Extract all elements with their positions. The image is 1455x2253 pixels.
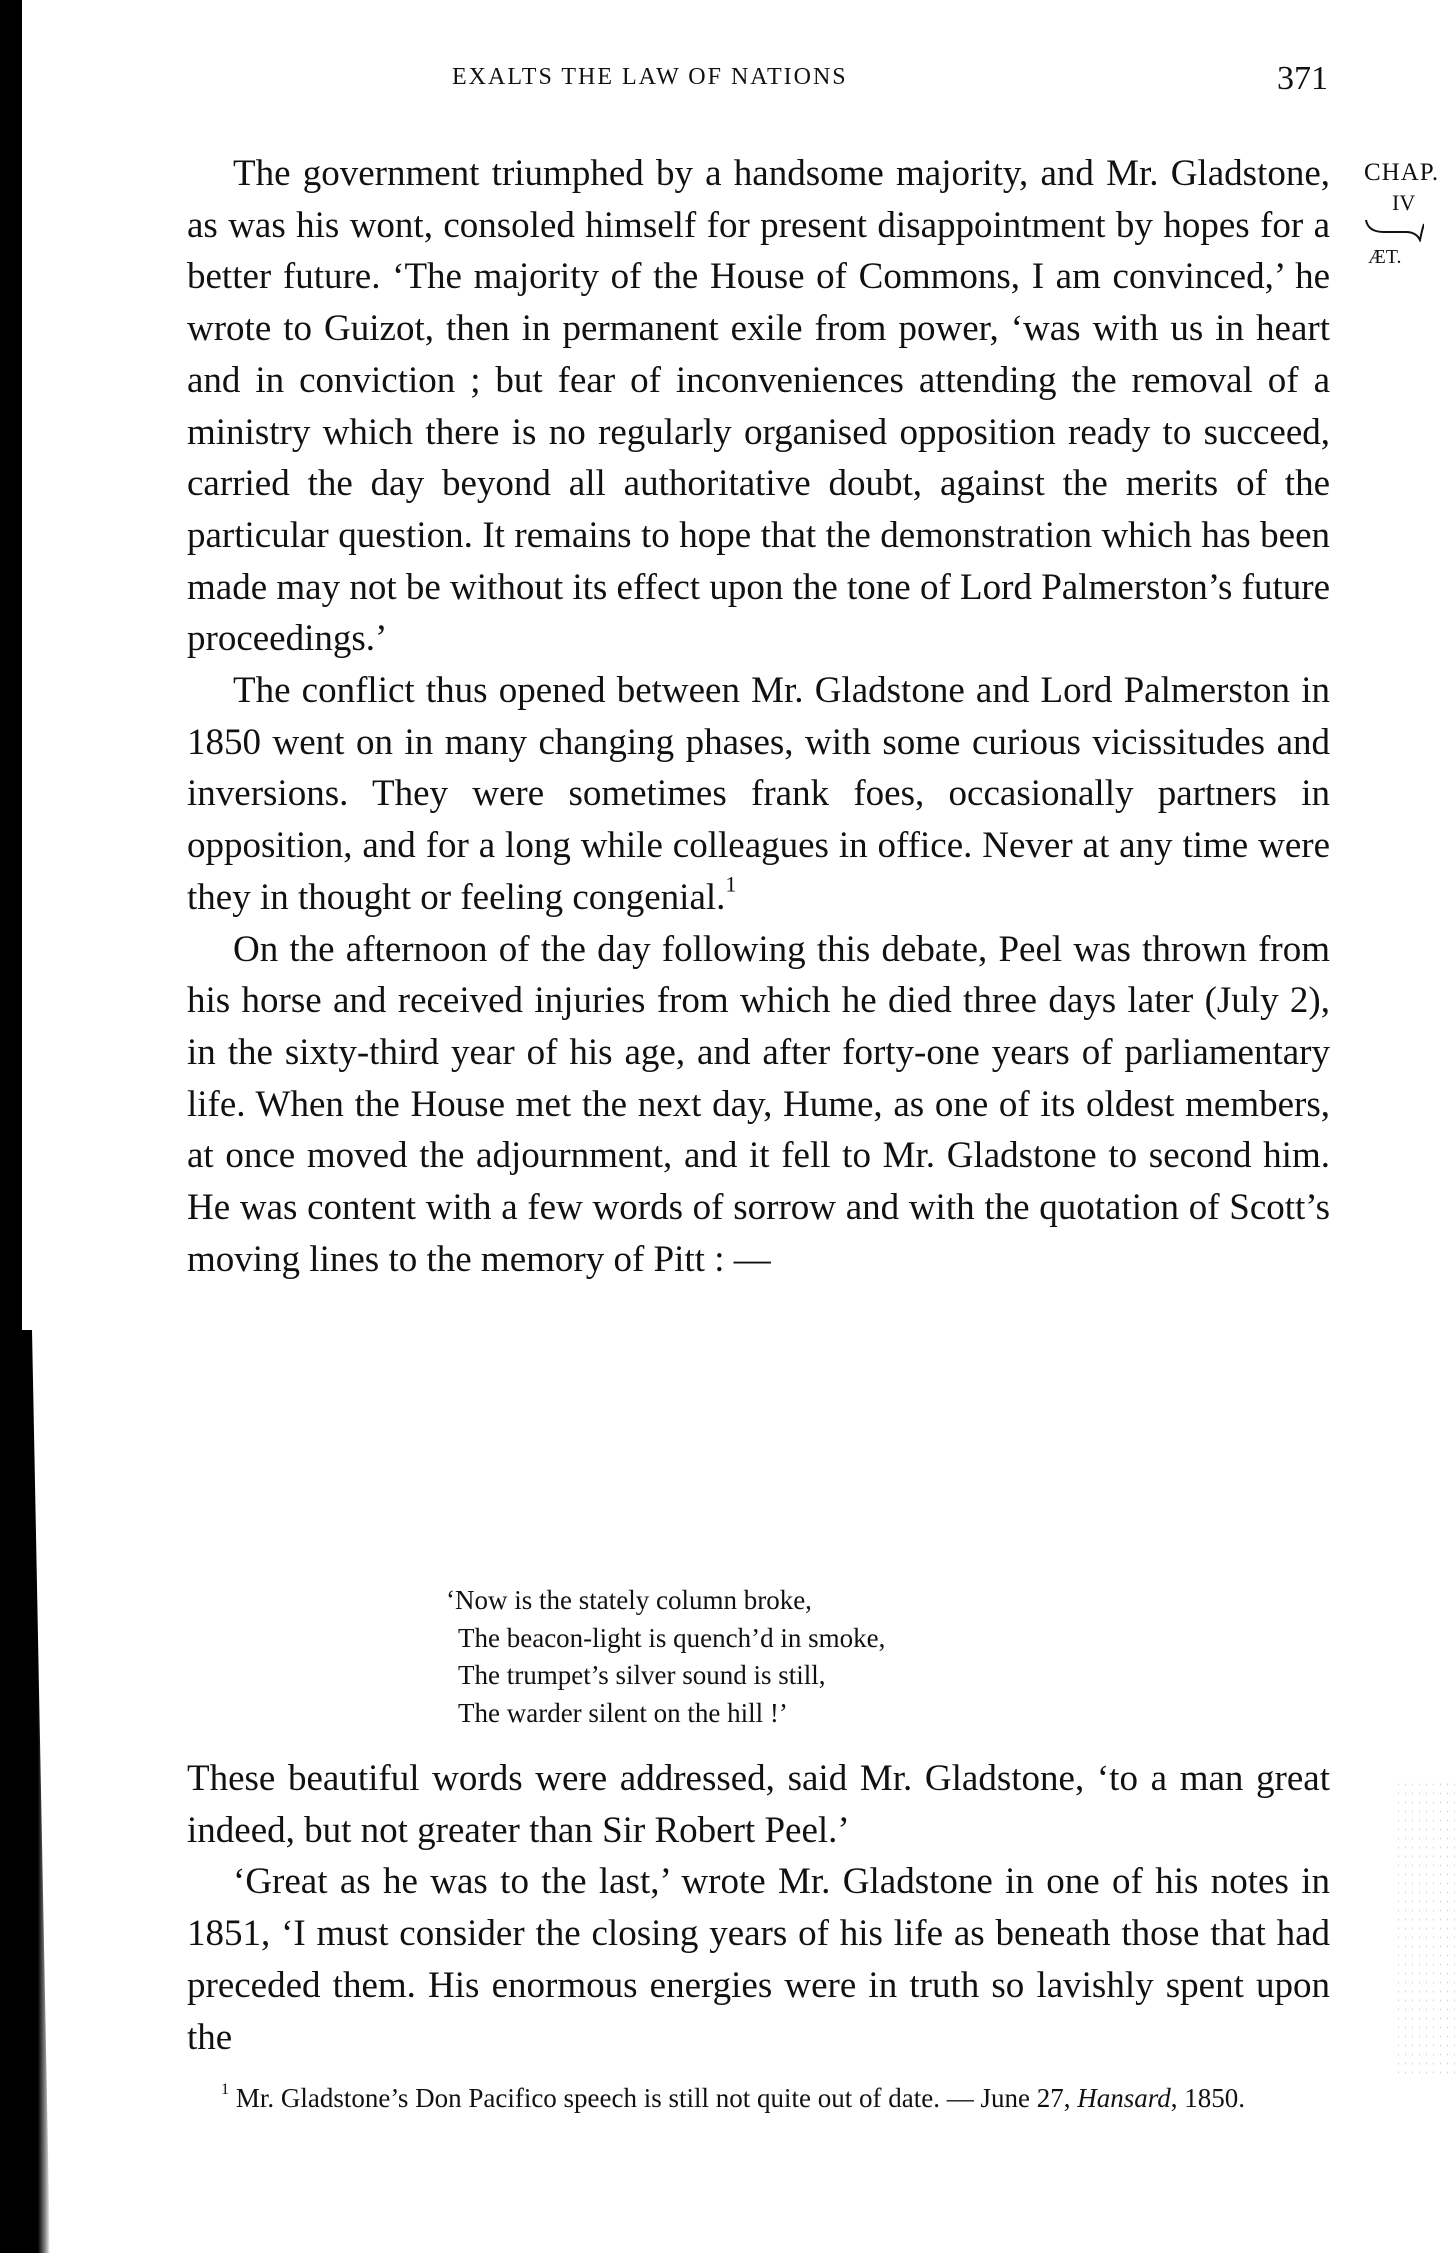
- footnote-marker: 1: [221, 2080, 230, 2099]
- footnote-source: Hansard: [1077, 2083, 1171, 2113]
- paragraph: These beautiful words were addressed, said Mr. Gladstone, ‘to a man great indeed, but not greater than Sir Robert Peel.’: [187, 1758, 1330, 1851]
- paragraph: [187, 665, 1330, 924]
- paragraph-text: The conflict thus opened between Mr. Gladstone and Lord Palmerston in 1850 went on in many changing phases, with some curious vicissitudes and inversions. They were sometimes frank foes, occasionally partners in opposition, and for a long while colleagues in office. Never at any time were they in thought or feeling congenial.: [187, 670, 1330, 918]
- age-label: ÆT.: [1368, 246, 1402, 268]
- footnote-year: , 1850.: [1170, 2083, 1245, 2113]
- poem-line: The warder silent on the hill !’: [458, 1697, 788, 1728]
- scan-noise: [1395, 1780, 1455, 2080]
- running-title: EXALTS THE LAW OF NATIONS: [452, 64, 848, 90]
- chapter-number: IV: [1392, 190, 1416, 215]
- poem-line: The trumpet’s silver sound is still,: [458, 1660, 826, 1690]
- poem-line: The beacon-light is quench’d in smoke,: [458, 1622, 886, 1653]
- brace-icon: [1364, 218, 1424, 242]
- footnote-ref[interactable]: 1: [725, 871, 737, 897]
- poem-line: ‘Now is the stately column broke,: [446, 1585, 812, 1615]
- body-text-upper: [187, 148, 1330, 1285]
- paragraph: The government triumphed by a handsome majority, and Mr. Gladstone, as was his wont, consoled himself for present disappointment by hopes for a better future. ‘The majority of the House of Commons, I am convinced,’ he wrote to Guizot, then in permanent exile from power, ‘was with us in heart and in conviction ; but fear of inconveniences attending the removal of a ministry which there is no regularly organised opposition ready to succeed, carried the day beyond all authoritative doubt, against the merits of the particular question. It remains to hope that the demonstration which has been made may not be without its effect upon the tone of Lord Palmerston’s future proceedings.’: [187, 153, 1330, 660]
- body-text-lower: [187, 1753, 1330, 2063]
- book-binding-shadow-lower: [10, 1330, 50, 2253]
- page-number: 371: [1277, 60, 1328, 97]
- chapter-label: CHAP.: [1364, 159, 1440, 186]
- paragraph: ‘Great as he was to the last,’ wrote Mr. Gladstone in one of his notes in 1851, ‘I must consider the closing years of his life as beneath those that had preceded them. His enormous energies were in truth so lavishly spent upon the: [187, 1861, 1330, 2058]
- paragraph: On the afternoon of the day following this debate, Peel was thrown from his horse and received injuries from which he died three days later (July 2), in the sixty-third year of his age, and after forty-one years of parliamentary life. When the House met the next day, Hume, as one of its oldest members, at once moved the adjournment, and it fell to Mr. Gladstone to second him. He was content with a few words of sorrow and with the quotation of Scott’s moving lines to the memory of Pitt : —: [187, 928, 1330, 1280]
- margin-note: [1364, 158, 1455, 272]
- poem-quotation: [446, 1582, 885, 1732]
- footnote-text: Mr. Gladstone’s Don Pacifico speech is still not quite out of date. — June 27,: [235, 2083, 1071, 2113]
- footnote: [187, 2080, 1330, 2113]
